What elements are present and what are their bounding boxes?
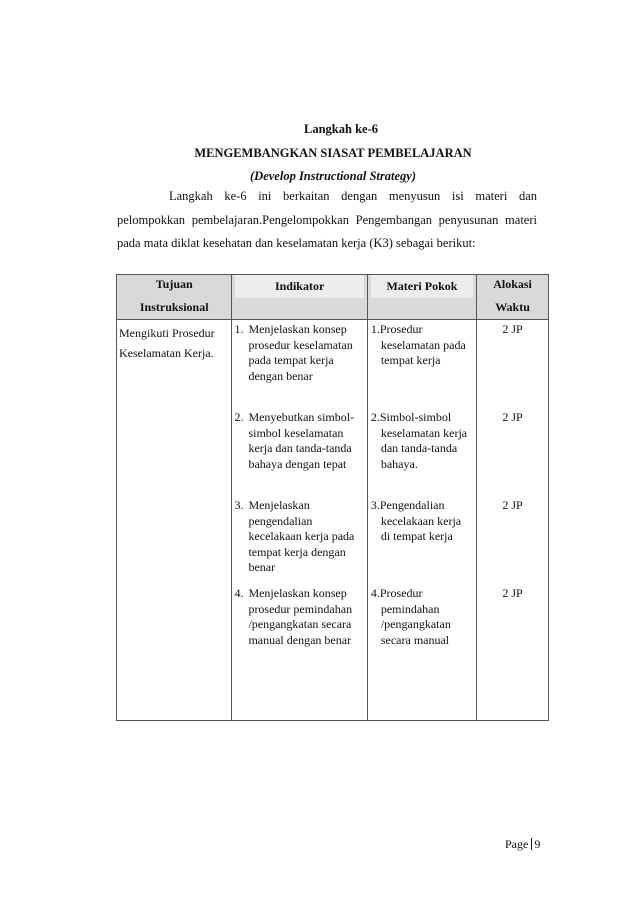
header-materi-label: Materi Pokok: [371, 275, 473, 298]
alokasi-value: 2 JP: [502, 410, 523, 424]
header-tujuan-line2: Instruksional: [139, 300, 209, 314]
materi-first-line: 2.Simbol-simbol: [370, 410, 452, 424]
indikator-number: 2.: [234, 410, 244, 424]
materi-first-line: 4.Prosedur: [370, 586, 423, 600]
tujuan-line1: Mengikuti Prosedur: [119, 326, 215, 340]
indikator-cell: [232, 320, 367, 721]
table-body-row: [117, 320, 549, 721]
header-alokasi-line1: Alokasi: [493, 277, 532, 291]
materi-rest: keselamatan kerja dan tanda-tanda bahaya.: [380, 425, 468, 471]
tujuan-line2: Keselamatan Kerja.: [119, 346, 214, 360]
indikator-number: 1.: [234, 322, 244, 336]
intro-paragraph-text: Langkah ke-6 ini berkaitan dengan menyusun isi materi dan pelompokkan pembelajaran.Pengelompokkan Pengembangan penyusunan materi pada mata diklat kesehatan dan keselamatan kerja (K3) sebagai berikut:: [117, 189, 537, 250]
header-indikator: [232, 275, 367, 320]
header-alokasi: [477, 275, 549, 320]
indikator-item: [232, 584, 366, 672]
materi-first-line: 3.Pengendalian: [370, 498, 445, 512]
indikator-item: [232, 408, 366, 496]
table-header-row: [117, 275, 549, 320]
page-number: 9: [534, 837, 541, 851]
indikator-item: [232, 496, 366, 584]
indikator-text: Menjelaskan konsep prosedur pemindahan /pengangkatan secara manual dengan benar: [248, 586, 353, 647]
intro-paragraph: [117, 185, 537, 256]
materi-item: [368, 408, 476, 496]
header-alokasi-line2: Waktu: [495, 300, 530, 314]
page-footer: [505, 837, 540, 852]
page-separator: [531, 838, 532, 850]
materi-first-line: 1.Prosedur: [370, 322, 423, 336]
section-subtitle: (Develop Instructional Strategy): [250, 169, 416, 183]
step-heading: Langkah ke-6: [304, 122, 378, 136]
materi-rest: keselamatan pada tempat kerja: [380, 337, 466, 367]
materi-rest: kecelakaan kerja di tempat kerja: [380, 513, 462, 543]
indikator-text: Menjelaskan konsep prosedur keselamatan pada tempat kerja dengan benar: [248, 322, 353, 383]
alokasi-value: 2 JP: [502, 498, 523, 512]
indikator-item: [232, 320, 366, 408]
section-title: MENGEMBANGKAN SIASAT PEMBELAJARAN: [194, 146, 472, 160]
page-label: Page: [505, 837, 529, 851]
alokasi-value: 2 JP: [502, 586, 523, 600]
materi-item: [368, 584, 476, 672]
header-tujuan: [117, 275, 232, 320]
materi-cell: [367, 320, 476, 721]
materi-rest: pemindahan /pengangkatan secara manual: [380, 601, 451, 647]
header-indikator-label: Indikator: [235, 275, 363, 298]
indikator-text: Menyebutkan simbol-simbol keselamatan kerja dan tanda-tanda bahaya dengan tepat: [248, 410, 355, 471]
alokasi-value: 2 JP: [502, 322, 523, 336]
header-materi: [367, 275, 476, 320]
indikator-number: 4.: [234, 586, 244, 600]
indikator-number: 3.: [234, 498, 244, 512]
strategy-table: [116, 274, 549, 721]
tujuan-cell: [117, 320, 232, 721]
alokasi-cell: [477, 320, 549, 721]
materi-item: [368, 320, 476, 408]
materi-item: [368, 496, 476, 584]
header-tujuan-line1: Tujuan: [155, 277, 193, 291]
tujuan-text: [117, 320, 231, 366]
indikator-text: Menjelaskan pengendalian kecelakaan kerja pada tempat kerja dengan benar: [248, 498, 355, 574]
